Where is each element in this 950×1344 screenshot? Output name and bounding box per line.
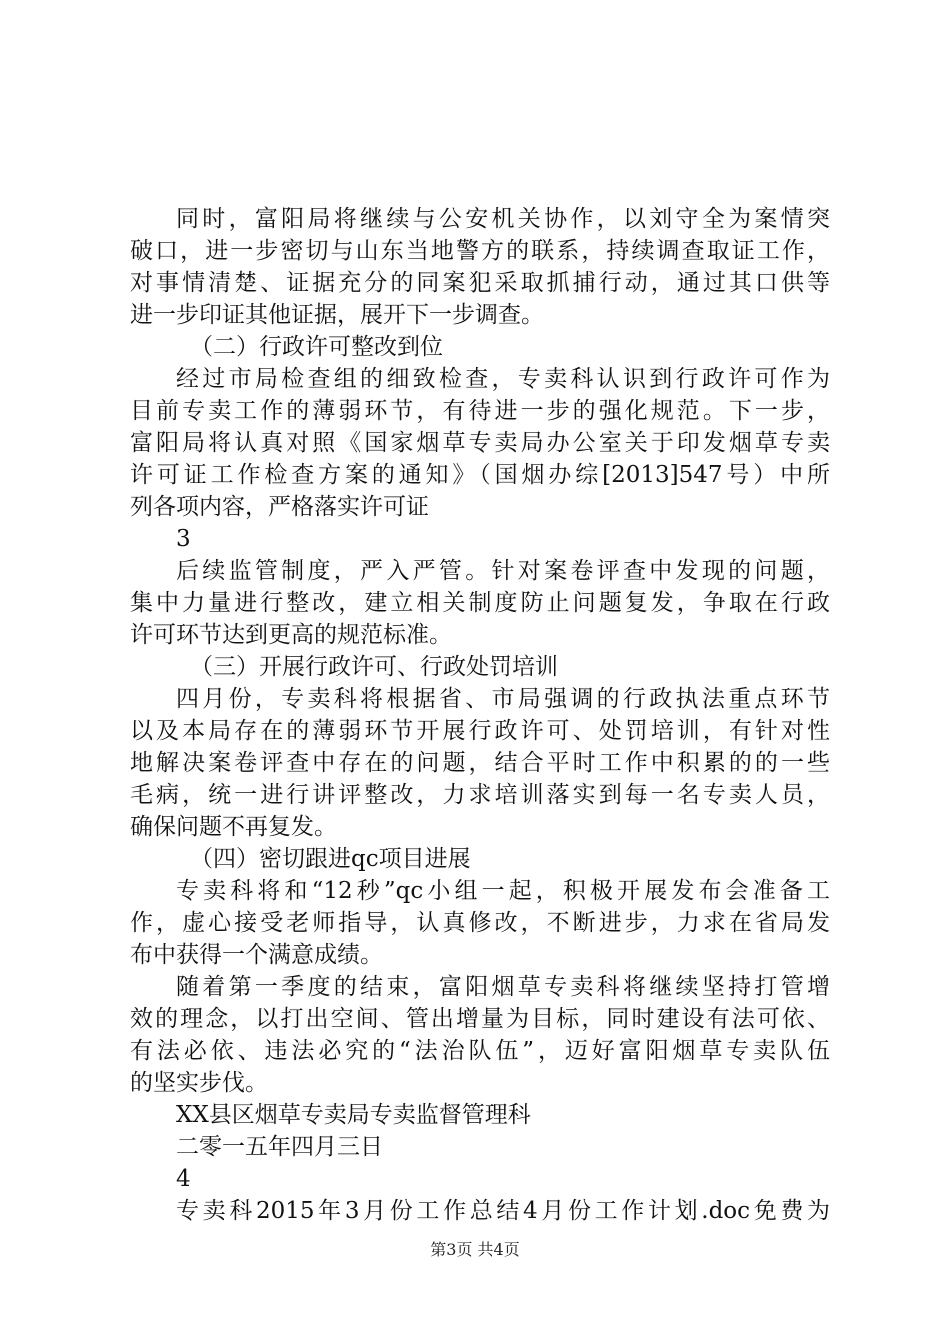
paragraph-line: 富阳局将认真对照《国家烟草专卖局办公室关于印发烟草专卖 — [130, 430, 830, 456]
paragraph-line: 专卖科将和“12秒”qc小组一起，积极开展发布会准备工 — [176, 878, 830, 904]
page-number-marker: 4 — [176, 1166, 191, 1192]
paragraph-line: 同时，富阳局将继续与公安机关协作，以刘守全为案情突 — [176, 206, 830, 232]
paragraph-line: 确保问题不再复发。 — [130, 814, 337, 840]
paragraph-line: 目前专卖工作的薄弱环节，有待进一步的强化规范。下一步， — [130, 398, 830, 424]
paragraph-line: 效的理念，以打出空间、管出增量为目标，同时建设有法可依、 — [130, 1006, 830, 1032]
paragraph-line: 四月份，专卖科将根据省、市局强调的行政执法重点环节 — [176, 686, 830, 712]
paragraph-line: 许可证工作检查方案的通知》（国烟办综[2013]547号）中所 — [130, 462, 830, 488]
signature-organization: XX县区烟草专卖局专卖监督管理科 — [176, 1102, 531, 1128]
paragraph-line: 地解决案卷评查中存在的问题，结合平时工作中积累的的一些 — [130, 750, 830, 776]
paragraph-line: 经过市局检查组的细致检查，专卖科认识到行政许可作为 — [176, 366, 830, 392]
paragraph-line: 集中力量进行整改，建立相关制度防止问题复发，争取在行政 — [130, 590, 830, 616]
paragraph-line: 有法必依、违法必究的“法治队伍”，迈好富阳烟草专卖队伍 — [130, 1038, 830, 1064]
paragraph-line: 后续监管制度，严入严管。针对案卷评查中发现的问题， — [176, 558, 830, 584]
signature-date: 二零一五年四月三日 — [176, 1134, 383, 1160]
paragraph-line: 专卖科2015年3月份工作总结4月份工作计划.doc免费为 — [176, 1198, 830, 1224]
paragraph-line: 布中获得一个满意成绩。 — [130, 942, 383, 968]
paragraph-line: 进一步印证其他证据，展开下一步调查。 — [130, 302, 544, 328]
paragraph-line: 作，虚心接受老师指导，认真修改，不断进步，力求在省局发 — [130, 910, 830, 936]
paragraph-line: 以及本局存在的薄弱环节开展行政许可、处罚培训，有针对性 — [130, 718, 830, 744]
paragraph-line: 毛病，统一进行讲评整改，力求培训落实到每一名专卖人员， — [130, 782, 830, 808]
paragraph-line: 列各项内容，严格落实许可证 — [130, 494, 429, 520]
paragraph-line: 许可环节达到更高的规范标准。 — [130, 622, 452, 648]
section-heading: （三）开展行政许可、行政处罚培训 — [190, 654, 558, 680]
document-body — [130, 203, 830, 1227]
section-heading: （四）密切跟进qc项目进展 — [190, 846, 471, 872]
paragraph-line: 随着第一季度的结束，富阳烟草专卖科将继续坚持打管增 — [176, 974, 830, 1000]
page-footer: 第3页 共4页 — [430, 1240, 520, 1259]
paragraph-line: 的坚实步伐。 — [130, 1070, 268, 1096]
section-heading: （二）行政许可整改到位 — [190, 334, 443, 360]
page-number-marker: 3 — [176, 526, 191, 552]
paragraph-line: 对事情清楚、证据充分的同案犯采取抓捕行动，通过其口供等 — [130, 270, 830, 296]
paragraph-line: 破口，进一步密切与山东当地警方的联系，持续调查取证工作， — [130, 238, 830, 264]
